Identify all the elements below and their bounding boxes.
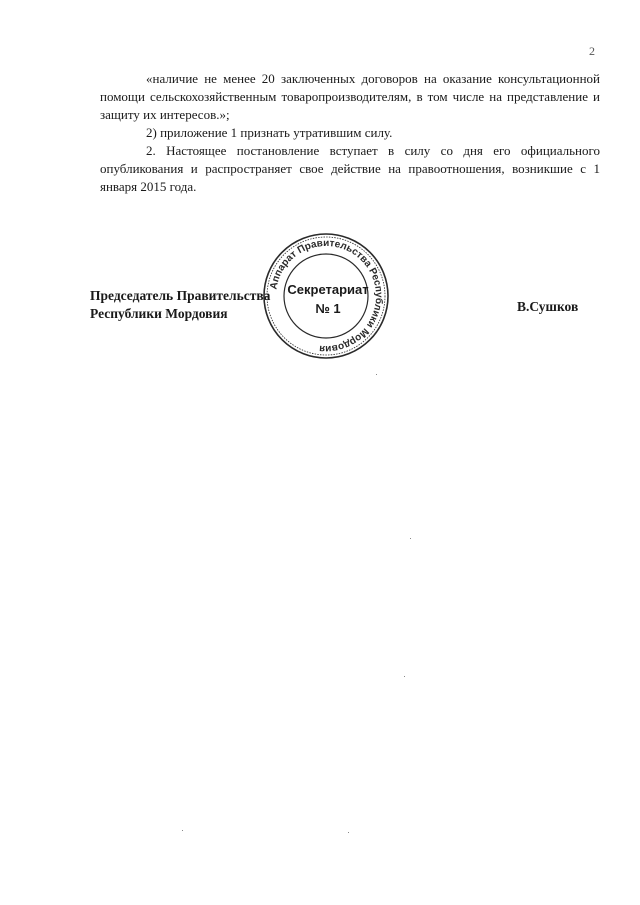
official-seal-stamp bbox=[262, 232, 390, 360]
scan-speck bbox=[404, 676, 405, 677]
scan-speck bbox=[376, 374, 377, 375]
signatory-name: В.Сушков bbox=[517, 299, 579, 314]
seal-center-number: № 1 bbox=[315, 301, 341, 316]
scan-speck bbox=[348, 832, 349, 833]
scan-speck bbox=[182, 830, 183, 831]
signatory-title-line-1: Председатель Правительства bbox=[90, 288, 271, 303]
paragraph-amendment-quote: «наличие не менее 20 заключенных договоров на оказание консультационной помощи сельскохозяйственным товаропроизводителям, в том числе на представление и защиту их интересов.»; bbox=[100, 71, 600, 122]
paragraph-appendix-invalid: 2) приложение 1 признать утратившим силу. bbox=[146, 125, 393, 140]
page-number: 2 bbox=[589, 44, 595, 58]
seal-center-title: Секретариат bbox=[287, 282, 369, 297]
signatory-title-line-2: Республики Мордовия bbox=[90, 306, 228, 321]
document-body bbox=[100, 70, 600, 196]
signatory-title bbox=[90, 287, 270, 323]
scan-speck bbox=[410, 538, 411, 539]
seal-ring-text: Аппарат Правительства Республики Мордовия bbox=[268, 237, 385, 355]
paragraph-entry-into-force: 2. Настоящее постановление вступает в силу со дня его официального опубликования и распространяет свое действие на правоотношения, возникшие с 1 января 2015 года. bbox=[100, 143, 600, 194]
